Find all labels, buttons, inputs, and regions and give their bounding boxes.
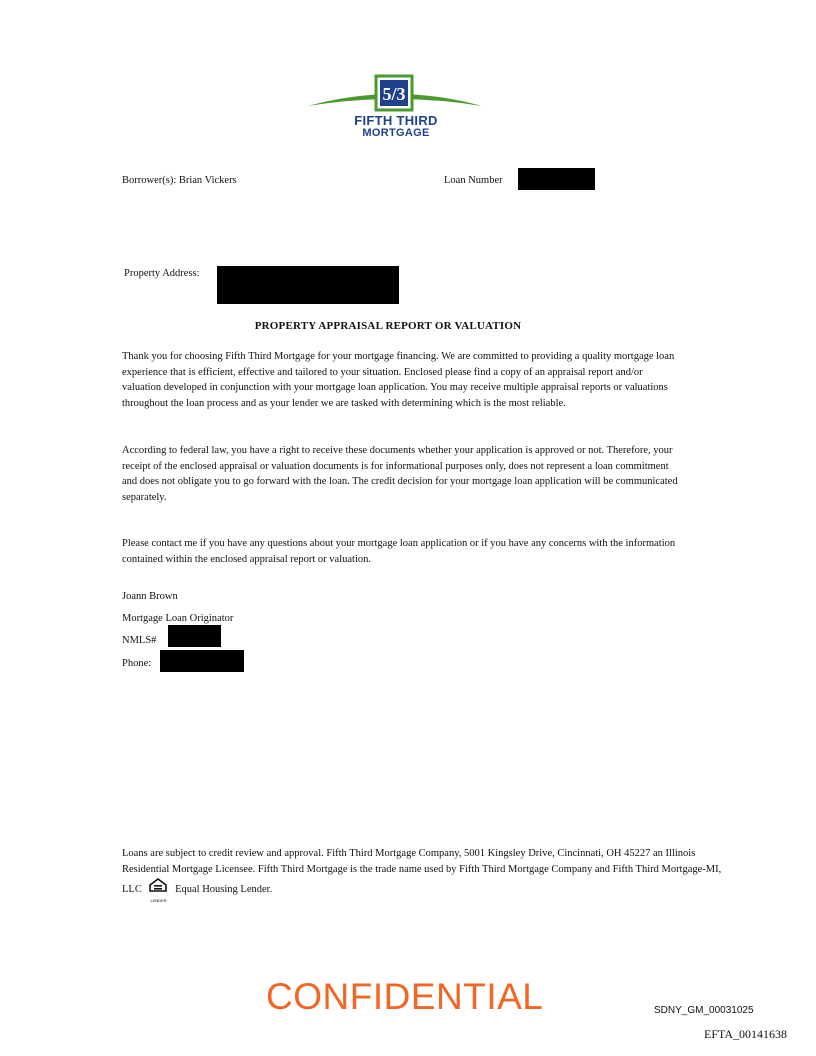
borrower-line (122, 173, 237, 189)
phone-label: Phone: (122, 658, 152, 669)
paragraph-contact: Please contact me if you have any questions about your mortgage loan application or if you have any concerns with the information contained within the enclosed appraisal report or valuation. (122, 538, 676, 565)
loan-number-redaction (518, 168, 595, 190)
equal-housing-text: Equal Housing Lender. (175, 884, 273, 895)
logo-name-line2: MORTGAGE (362, 127, 430, 139)
equal-housing-icon-caption: LENDER (150, 898, 167, 903)
property-address-label: Property Address: (124, 268, 200, 279)
nmls-redaction (168, 625, 221, 647)
phone-redaction (160, 650, 244, 672)
bates-number: SDNY_GM_00031025 (654, 1005, 754, 1016)
svg-text:5/3: 5/3 (382, 84, 406, 104)
paragraph-intro: Thank you for choosing Fifth Third Mortgage for your mortgage financing. We are committed to providing a quality mortgage loan experience that is efficient, effective and tailored to your situation. Enclosed please find a copy of an appraisal report and/or valuation developed in conjunction with your mortgage loan application. You may receive multiple appraisal reports or valuations throughout the loan process and as your lender we are tasked with determining which is the most reliable. (122, 351, 675, 409)
confidential-stamp: CONFIDENTIAL (266, 976, 544, 1017)
efta-number: EFTA_00141638 (704, 1027, 788, 1041)
loan-number-label: Loan Number (444, 175, 503, 186)
signature-role: Mortgage Loan Originator (122, 613, 234, 624)
borrower-name: Brian Vickers (178, 175, 237, 186)
paragraph-federal-law: According to federal law, you have a right to receive these documents whether your application is approved or not. Therefore, your receipt of the enclosed appraisal or valuation documents is for informational purposes only, does not represent a loan commitment and does not obligate you to go forward with the loan. The credit decision for your mortgage loan application will be communicated separately. (122, 445, 678, 503)
signature-name: Joann Brown (122, 591, 178, 602)
borrower-label: Borrower(s): (122, 175, 177, 186)
nmls-label: NMLS# (122, 635, 157, 646)
footer-text: Loans are subject to credit review and approval. Fifth Third Mortgage Company, 5001 Kingsley Drive, Cincinnati, OH 45227 an Illinois Residential Mortgage Licensee. Fifth Third Mortgage is the trade name used by Fifth Third Mortgage Company and Fifth Third Mortgage-MI, LLC (122, 848, 722, 895)
property-address-redaction (217, 266, 399, 304)
footer-disclaimer (122, 846, 722, 903)
logo-name-line1: FIFTH THIRD (354, 113, 438, 128)
document-title: PROPERTY APPRAISAL REPORT OR VALUATION (254, 320, 522, 332)
equal-housing-icon (148, 877, 168, 903)
